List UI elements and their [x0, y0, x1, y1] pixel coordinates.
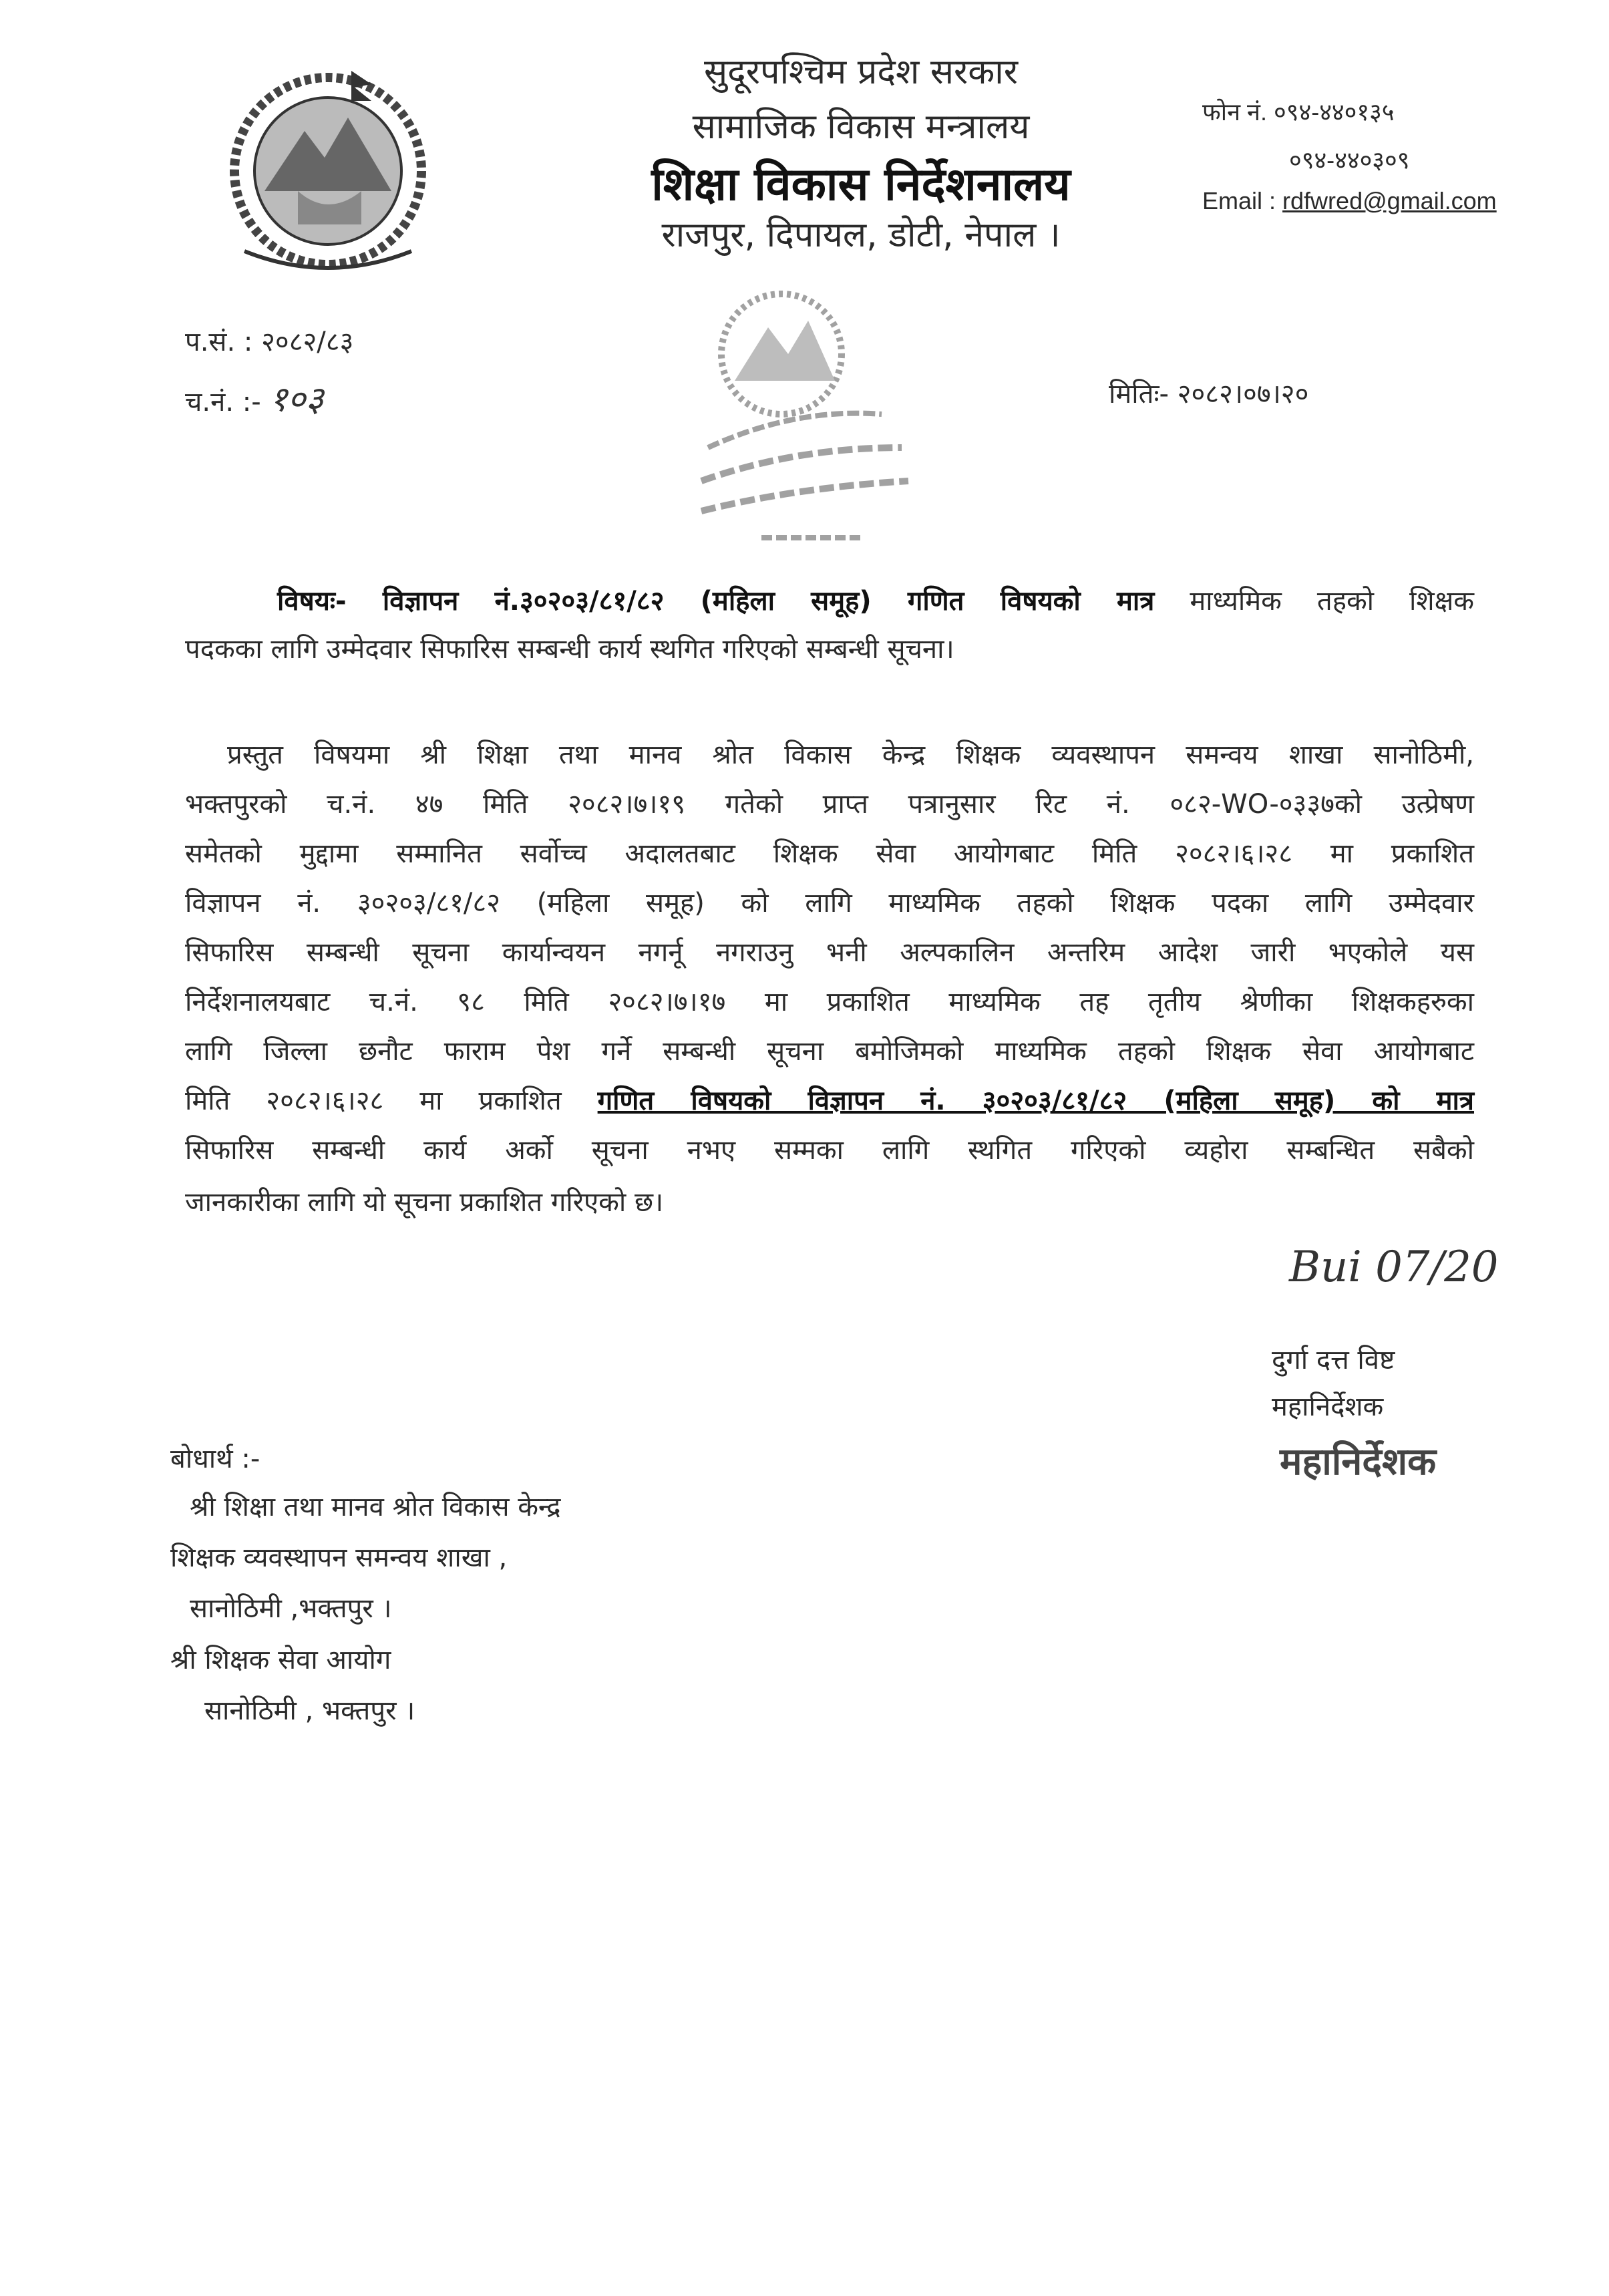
signatory-title: महानिर्देशक	[1272, 1391, 1384, 1422]
dispatch-label: च.नं. :-	[185, 387, 261, 418]
cc-line: श्री शिक्षक सेवा आयोग	[170, 1645, 391, 1675]
nepal-government-emblem	[218, 57, 438, 278]
body-line: लागि जिल्ला छनौट फाराम पेश गर्ने सम्बन्धी सूचना बमोजिमको माध्यमिक तहको शिक्षक सेवा आयोगबाट	[185, 1036, 1474, 1067]
email-line	[1202, 187, 1497, 215]
designation-stamp: महानिर्देशक	[1280, 1440, 1437, 1484]
cc-line: शिक्षक व्यवस्थापन समन्वय शाखा ,	[170, 1542, 508, 1573]
body-line: जानकारीका लागि यो सूचना प्रकाशित गरिएको छ।	[185, 1187, 664, 1218]
body-text: मिति २०८२।६।२८ मा प्रकाशित	[185, 1086, 562, 1116]
letter-dispatch-number	[185, 374, 324, 422]
subject-rest: माध्यमिक तहको शिक्षक	[1190, 586, 1475, 617]
cc-line: सानोठिमी , भक्तपुर ।	[204, 1695, 415, 1726]
email-label: Email :	[1202, 187, 1276, 214]
body-line: निर्देशनालयबाट च.नं. ९८ मिति २०८२।७।१७ मा प्रकाशित माध्यमिक तह तृतीय श्रेणीका शिक्षकहरुका	[185, 987, 1474, 1017]
phone-number-2: ०९४-४४०३०९	[1289, 146, 1410, 174]
body-line: समेतको मुद्दामा सम्मानित सर्वोच्च अदालतबाट शिक्षक सेवा आयोगबाट मिति २०८२।६।२८ मा प्रकाशित	[185, 838, 1474, 869]
email-link[interactable]: rdfwred@gmail.com	[1282, 187, 1497, 214]
header-directorate: शिक्षा विकास निर्देशनालय	[651, 158, 1071, 211]
body-line	[185, 1081, 1474, 1118]
body-line: भक्तपुरको च.नं. ४७ मिति २०८२।७।१९ गतेको प्राप्त पत्रानुसार रिट नं. ०८२-WO-०३३७को उत्प्रेषण	[185, 789, 1474, 820]
body-line: विज्ञापन नं. ३०२०३/८१/८२ (महिला समूह) को लागि माध्यमिक तहको शिक्षक पदका लागि उम्मेदवार	[185, 888, 1474, 919]
header-ministry: सामाजिक विकास मन्त्रालय	[692, 107, 1030, 147]
subject-line-2: पदकका लागि उम्मेदवार सिफारिस सम्बन्धी कार्य स्थगित गरिएको सम्बन्धी सूचना।	[185, 634, 954, 665]
header-government: सुदूरपश्चिम प्रदेश सरकार	[704, 52, 1018, 92]
body-line: सिफारिस सम्बन्धी कार्य अर्को सूचना नभए सम्मका लागि स्थगित गरिएको व्यहोरा सम्बन्धित सबैको	[185, 1135, 1474, 1166]
cc-line: श्री शिक्षा तथा मानव श्रोत विकास केन्द्र	[190, 1492, 561, 1522]
signatory-name: दुर्गा दत्त विष्ट	[1272, 1345, 1395, 1375]
handwritten-signature: Bui 07/20	[1289, 1243, 1499, 1292]
office-seal-stamp	[661, 281, 955, 548]
letter-ps-number: प.सं. : २०८२/८३	[185, 327, 354, 357]
body-line: सिफारिस सम्बन्धी सूचना कार्यान्वयन नगर्नू नगराउनु भनी अल्पकालिन अन्तरिम आदेश जारी भएकोले यस	[185, 937, 1474, 968]
cc-line: सानोठिमी ,भक्तपुर ।	[190, 1593, 392, 1624]
subject-bold: विषयः- विज्ञापन नं.३०२०३/८१/८२ (महिला समूह) गणित विषयको मात्र	[277, 586, 1155, 617]
cc-label: बोधार्थ :-	[170, 1444, 260, 1474]
letter-date: मितिः- २०८२।०७।२०	[1109, 379, 1309, 409]
header-address: राजपुर, दिपायल, डोटी, नेपाल ।	[661, 215, 1061, 255]
body-line: प्रस्तुत विषयमा श्री शिक्षा तथा मानव श्रोत विकास केन्द्र शिक्षक व्यवस्थापन समन्वय शाखा सानोठिमी,	[227, 740, 1474, 770]
body-underlined-highlight: गणित विषयको विज्ञापन नं. ३०२०३/८१/८२ (महिला समूह) को मात्र	[597, 1086, 1475, 1116]
dispatch-number-handwritten: १०३	[269, 379, 324, 420]
subject-line-1	[277, 581, 1474, 618]
phone-number-1: फोन नं. ०९४-४४०१३५	[1202, 98, 1395, 126]
